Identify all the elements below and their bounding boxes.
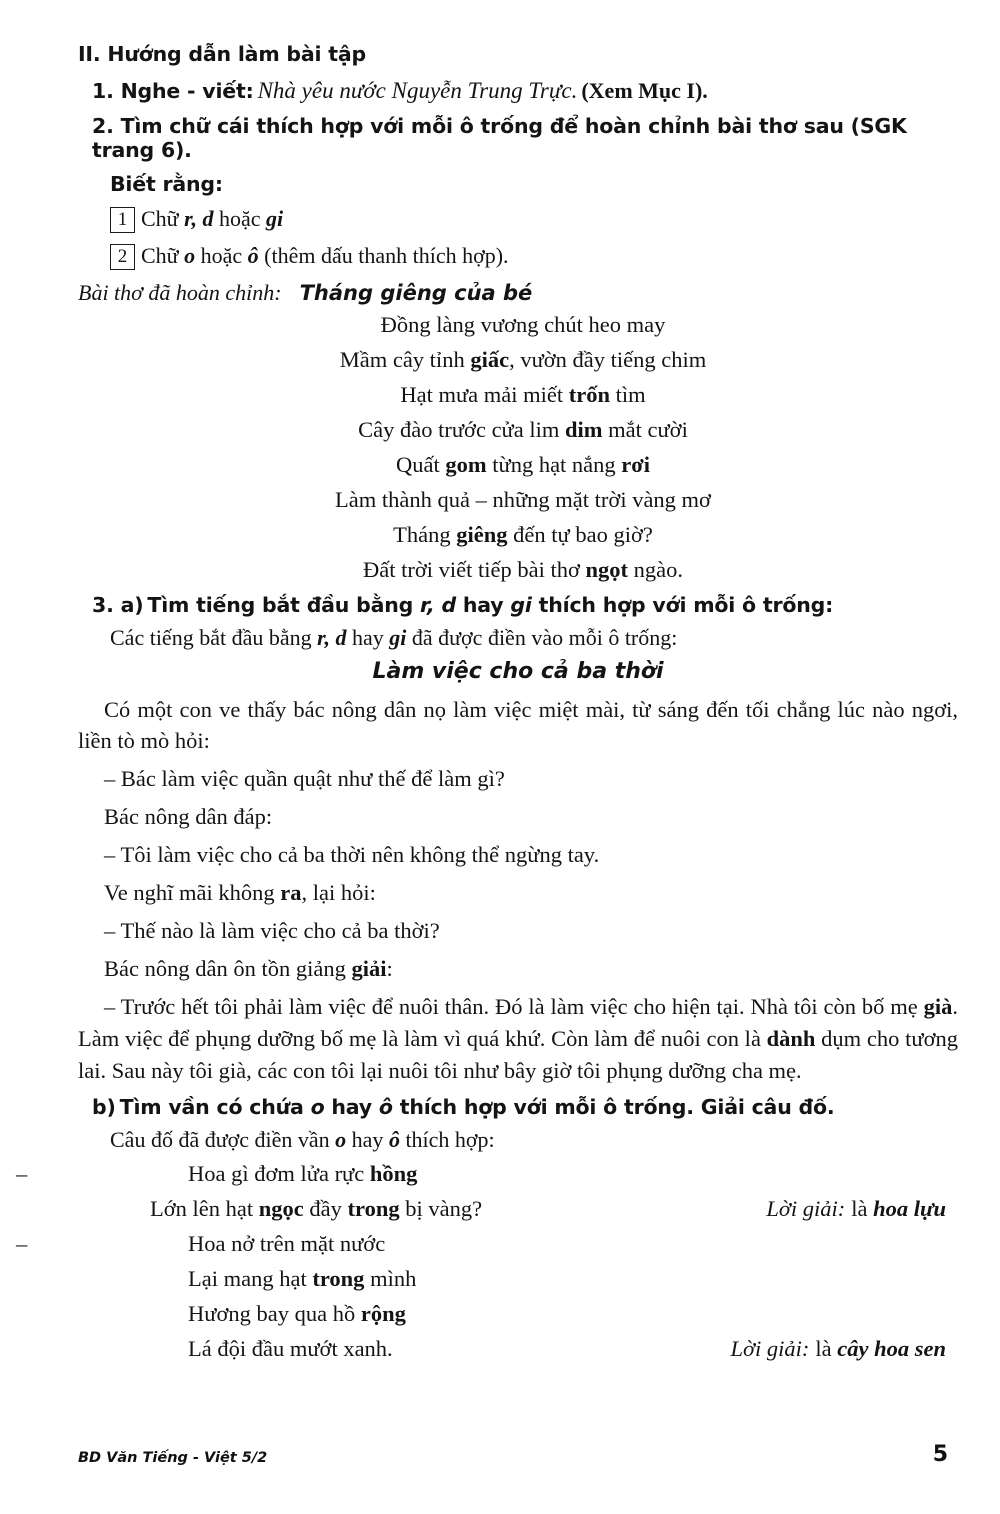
poem-line-1-seg-1: Đồng làng vương chút heo may xyxy=(380,311,666,337)
p8-d: dành xyxy=(766,1025,816,1051)
poem-line xyxy=(78,487,958,513)
exercise-3b-text-1: Tìm vần có chứa xyxy=(119,1094,311,1119)
exercise-3b-text-3: thích hợp với mỗi ô trống. Giải câu đố. xyxy=(392,1094,835,1119)
riddle-1-answer xyxy=(766,1196,958,1222)
ex3a-intro-c: đã được điền vào mỗi ô trống: xyxy=(406,624,678,650)
poem-line xyxy=(78,452,958,478)
hint-2-text-b: hoặc xyxy=(195,242,248,268)
poem-line-8-seg-2: ngọt xyxy=(585,556,628,582)
story-title: Làm việc cho cả ba thời xyxy=(372,658,664,684)
exercise-1-ref: (Xem Mục I). xyxy=(581,78,708,103)
exercise-3a-intro xyxy=(110,625,958,651)
hint-1-bold-1: r, d xyxy=(184,206,214,231)
r1-ans-value: hoa lựu xyxy=(873,1195,946,1221)
r2-l2-a: Lại mang hạt xyxy=(188,1265,313,1291)
riddle-2-line-1: – Hoa nở trên mặt nước xyxy=(78,1231,958,1257)
hint-1-text-a: Chữ xyxy=(141,206,185,231)
ex3a-intro-b: hay xyxy=(346,624,390,650)
story-paragraph-7 xyxy=(78,953,958,985)
p7-a: Bác nông dân ôn tồn giảng xyxy=(104,956,352,982)
r2-l4: Lá đội đầu mướt xanh. xyxy=(188,1335,393,1361)
poem-line xyxy=(78,557,958,583)
exercise-3a-text-1: Tìm tiếng bắt đầu bằng xyxy=(147,592,421,617)
riddle-1-line-2-text xyxy=(150,1196,482,1222)
p8-b: già xyxy=(923,994,953,1019)
r2-ans-value: cây hoa sen xyxy=(837,1335,946,1361)
poem-intro-label: Bài thơ đã hoàn chỉnh: xyxy=(78,279,282,305)
poem-line-5-seg-3: từng hạt nắng xyxy=(486,451,622,477)
ex3b-intro-b2: ô xyxy=(388,1126,400,1152)
r1-l2-d: trong xyxy=(347,1195,400,1221)
ex3b-intro-b1: o xyxy=(335,1126,347,1152)
hint-1-bold-2: gi xyxy=(266,206,284,231)
poem-body xyxy=(78,312,958,583)
exercise-3b-intro xyxy=(110,1127,958,1153)
r1-l1-a: Hoa gì đơm lửa rực xyxy=(188,1160,370,1186)
footer-book-title: BD Văn Tiếng - Việt 5/2 xyxy=(78,1450,268,1466)
p8-c: . Làm việc để phụng dưỡng bố mẹ là làm vì quá khứ. Còn làm để nuôi con là xyxy=(78,994,958,1051)
riddle-2-line-4 xyxy=(78,1336,958,1362)
ex3b-intro-b: hay xyxy=(346,1126,389,1152)
riddle-1-line-1 xyxy=(78,1161,958,1187)
ex3a-intro-b2: gi xyxy=(389,624,407,650)
hint-2-bold-1: o xyxy=(184,242,196,268)
r1-l2-a: Lớn lên hạt xyxy=(150,1195,259,1221)
poem-line xyxy=(78,522,958,548)
exercise-3a-number: 3. a) xyxy=(92,592,144,617)
exercise-3a-italic-2: gi xyxy=(510,592,532,617)
story-title-row xyxy=(78,659,958,684)
poem-intro-row xyxy=(78,280,958,306)
r2-ans-label: Lời giải: xyxy=(730,1335,810,1361)
r2-ans-text: là xyxy=(815,1335,838,1361)
r1-l1-b: hồng xyxy=(369,1160,418,1186)
exercise-2-label: 2. Tìm chữ cái thích hợp với mỗi ô trống để hoàn chỉnh bài thơ sau (SGK trang 6). xyxy=(92,114,907,162)
p5-a: Ve nghĩ mãi không xyxy=(104,880,281,906)
poem-line xyxy=(78,417,958,443)
page-content xyxy=(78,42,958,1371)
exercise-3b-label xyxy=(78,1095,958,1119)
poem-line-7-seg-3: đến tự bao giờ? xyxy=(507,521,653,547)
exercise-3b-italic-1: o xyxy=(310,1094,325,1119)
p8-e: dụm cho tương lai. Sau này tôi già, các con tôi lại nuôi tôi như bây giờ tôi phụng dưỡng cha mẹ. xyxy=(78,1025,958,1083)
poem-line-5-seg-4: rơi xyxy=(621,451,650,477)
poem-line-8-seg-1: Đất trời viết tiếp bài thơ xyxy=(362,556,586,582)
story-paragraph-4: – Tôi làm việc cho cả ba thời nên không thể ngừng tay. xyxy=(104,842,600,868)
poem-line-2-seg-3: , vườn đầy tiếng chim xyxy=(509,346,707,372)
poem-line-5-seg-1: Quất xyxy=(396,451,446,477)
r1-l2-b: ngọc xyxy=(258,1195,304,1221)
ex3a-intro-b1: r, d xyxy=(317,624,347,650)
poem-line-4-seg-2: dim xyxy=(565,416,603,442)
r1-ans-label: Lời giải: xyxy=(766,1195,846,1221)
poem-line-2-seg-1: Mầm cây tỉnh xyxy=(339,346,471,372)
poem-line-6-seg-1: Làm thành quả – những mặt trời vàng mơ xyxy=(335,486,711,512)
poem-line xyxy=(78,382,958,408)
poem-line-4-seg-1: Cây đào trước cửa lim xyxy=(358,416,565,442)
hint-2-text-c: (thêm dấu thanh thích hợp). xyxy=(258,242,509,268)
hint-2-bold-2: ô xyxy=(247,242,259,268)
riddle-1-line-2 xyxy=(78,1196,958,1222)
poem-line-2-seg-2: giấc xyxy=(470,346,510,372)
poem-line-3-seg-1: Hạt mưa mải miết xyxy=(400,381,569,407)
section-heading: II. Hướng dẫn làm bài tập xyxy=(78,42,366,66)
exercise-3a-text-2: hay xyxy=(455,592,511,617)
poem-line-8-seg-3: ngào. xyxy=(628,556,683,582)
exercise-2-sub-label: Biết rằng: xyxy=(110,172,223,196)
hint-2 xyxy=(110,243,958,270)
r1-l2-c: đầy xyxy=(303,1195,348,1221)
hint-1-text-b: hoặc xyxy=(213,206,266,231)
r2-l3-b: rộng xyxy=(360,1300,406,1326)
story-paragraph-3: Bác nông dân đáp: xyxy=(104,804,273,830)
poem-line-3-seg-2: trốn xyxy=(568,381,610,407)
p7-b: giải xyxy=(351,956,387,982)
hint-1-box: 1 xyxy=(110,207,135,233)
p5-c: , lại hỏi: xyxy=(301,880,376,906)
exercise-3a-text-3: thích hợp với mỗi ô trống: xyxy=(531,592,834,617)
page-number: 5 xyxy=(932,1442,948,1467)
p8-a: – Trước hết tôi phải làm việc để nuôi thân. Đó là làm việc cho hiện tại. Nhà tôi còn bố mẹ xyxy=(104,994,924,1019)
hint-1 xyxy=(110,206,958,233)
story-paragraph-5 xyxy=(78,877,958,909)
p7-c: : xyxy=(386,956,393,982)
exercise-2-line xyxy=(78,114,958,162)
story-paragraph-6: – Thế nào là làm việc cho cả ba thời? xyxy=(104,918,440,944)
hint-2-box: 2 xyxy=(110,244,135,270)
hint-2-text-a: Chữ xyxy=(141,242,185,268)
story-paragraph-2: – Bác làm việc quần quật như thế để làm gì? xyxy=(104,766,505,792)
r1-l2-e: bị vàng? xyxy=(399,1195,483,1221)
poem-title: Tháng giêng của bé xyxy=(299,280,533,305)
ex3a-intro-a: Các tiếng bắt đầu bằng xyxy=(110,624,318,650)
ex3b-intro-c: thích hợp: xyxy=(399,1126,495,1152)
story-paragraph-8 xyxy=(78,991,958,1087)
poem-line-5-seg-2: gom xyxy=(445,451,487,477)
exercise-1-title: Nhà yêu nước Nguyễn Trung Trực. xyxy=(257,78,578,103)
r1-ans-text: là xyxy=(851,1195,874,1221)
exercise-1-line xyxy=(78,78,958,104)
poem-line-4-seg-3: mắt cười xyxy=(602,416,688,442)
poem-line-7-seg-2: giêng xyxy=(456,521,508,547)
exercise-3b-italic-2: ô xyxy=(378,1094,393,1119)
r2-l2-c: mình xyxy=(364,1265,417,1291)
poem-line xyxy=(78,347,958,373)
exercise-1-label: 1. Nghe - viết: xyxy=(92,79,254,103)
riddle-2-answer xyxy=(730,1336,958,1362)
exercise-3b-text-2: hay xyxy=(324,1094,379,1119)
riddle-2-line-2 xyxy=(78,1266,958,1292)
exercise-2-sub xyxy=(110,172,958,196)
p5-b: ra xyxy=(280,880,302,906)
riddle-2-line-3 xyxy=(78,1301,958,1327)
story-paragraph-1: Có một con ve thấy bác nông dân nọ làm việc miệt mài, từ sáng đến tối chẳng lúc nào ngơi, liền tò mò hỏi: xyxy=(78,696,958,754)
exercise-3a-label xyxy=(78,593,958,617)
exercise-3b-number: b) xyxy=(92,1094,116,1119)
ex3b-intro-a: Câu đố đã được điền vần xyxy=(110,1126,336,1152)
poem-line-7-seg-1: Tháng xyxy=(393,521,457,547)
exercise-3a-italic-1: r, d xyxy=(420,592,456,617)
poem-line-3-seg-3: tìm xyxy=(610,381,646,407)
poem-line xyxy=(78,312,958,338)
r2-l2-b: trong xyxy=(312,1265,365,1291)
r2-l3-a: Hương bay qua hồ xyxy=(188,1300,361,1326)
